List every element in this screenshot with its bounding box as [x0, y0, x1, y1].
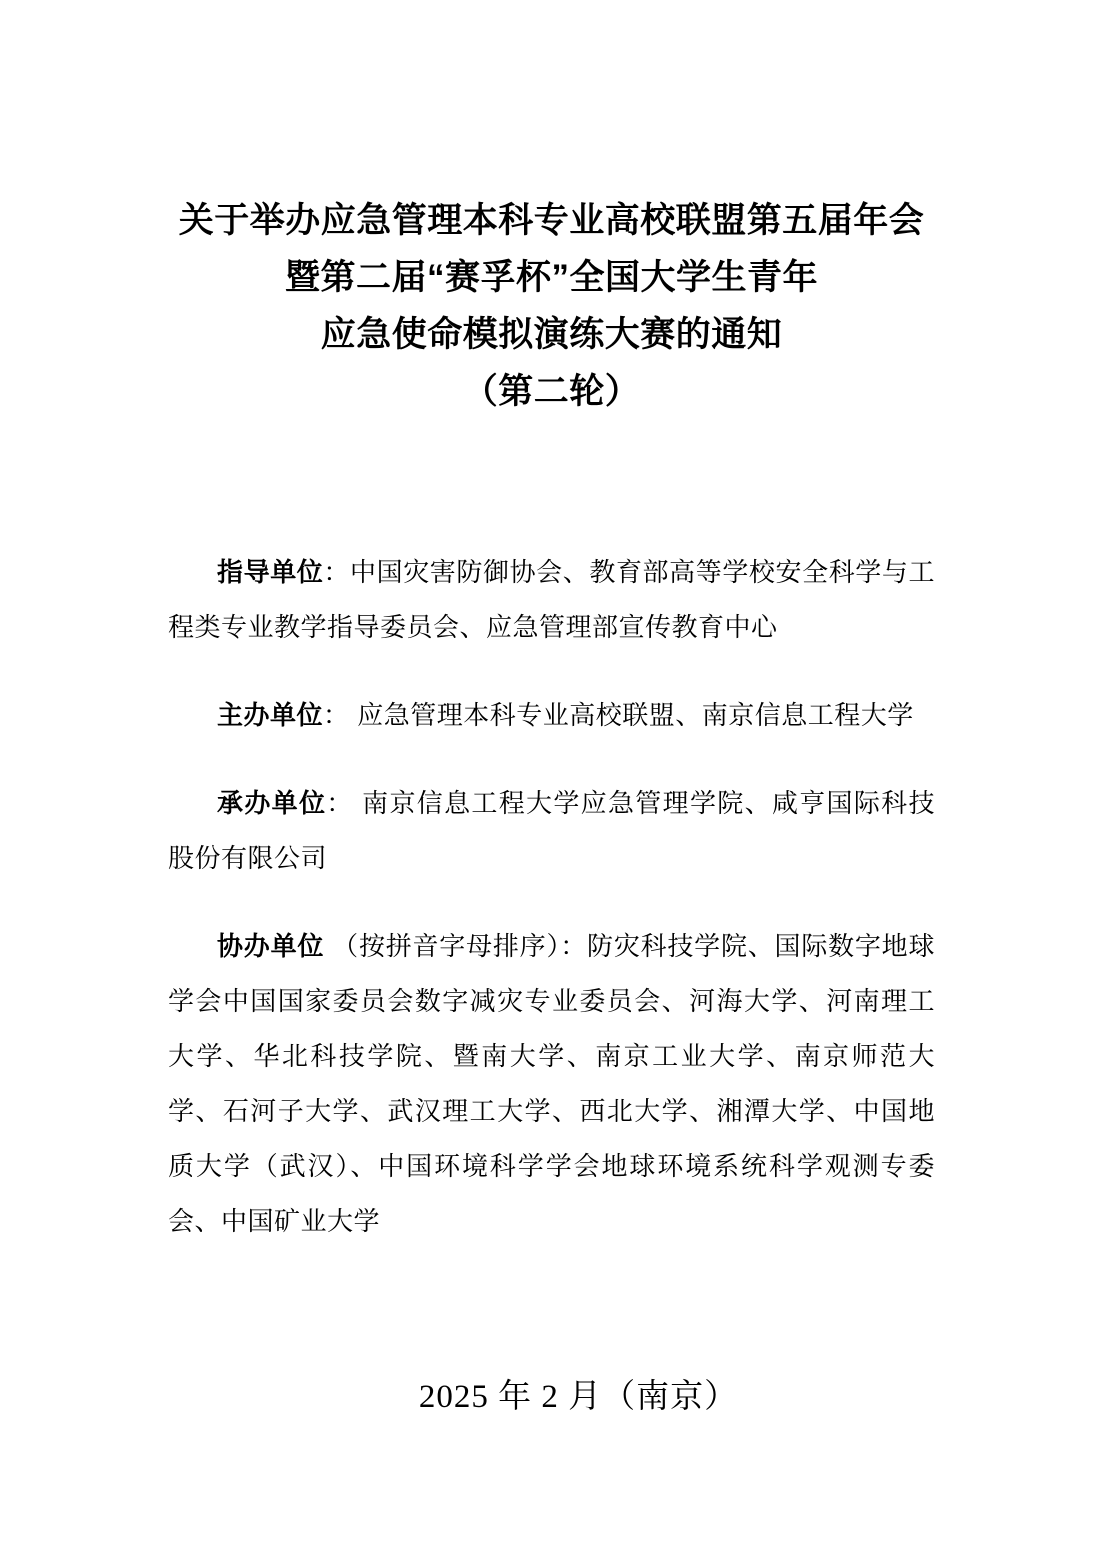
date-line: 2025 年 2 月（南京） — [418, 1379, 739, 1415]
document-body — [168, 545, 935, 1249]
title-line-3: 应急使命模拟演练大赛的通知 — [320, 315, 783, 354]
paragraph-guidance-units — [168, 545, 935, 655]
guidance-units-separator: ： — [323, 557, 350, 587]
title-line-2: 暨第二届“赛孚杯”全国大学生青年 — [284, 258, 818, 297]
coorganizer-units-content: 防灾科技学院、国际数字地球学会中国国家委员会数字减灾专业委员会、河海大学、河南理工大学、华北科技学院、暨南大学、南京工业大学、南京师范大学、石河子大学、武汉理工大学、西北大学、湘潭大学、中国地质大学（武汉）、中国环境科学学会地球环境系统科学观测专委会、中国矿业大学 — [168, 931, 935, 1236]
title-line-1: 关于举办应急管理本科专业高校联盟第五届年会 — [178, 201, 925, 240]
host-units-label: 主办单位 — [217, 700, 324, 730]
document-title — [168, 192, 935, 420]
paragraph-organizer-units — [168, 776, 935, 886]
coorganizer-units-label: 协办单位 — [217, 931, 325, 961]
guidance-units-content: 中国灾害防御协会、教育部高等学校安全科学与工程类专业教学指导委员会、应急管理部宣传教育中心 — [168, 557, 935, 642]
organizer-units-separator: ： — [326, 788, 363, 818]
host-units-separator: ： — [323, 700, 358, 730]
title-line-4: （第二轮） — [462, 372, 641, 411]
paragraph-host-units — [168, 688, 935, 743]
host-units-content: 应急管理本科专业高校联盟、南京信息工程大学 — [357, 700, 914, 730]
organizer-units-content: 南京信息工程大学应急管理学院、咸亨国际科技股份有限公司 — [168, 788, 935, 873]
coorganizer-units-separator: （按拼音字母排序）： — [324, 931, 588, 961]
paragraph-coorganizer-units — [168, 919, 935, 1249]
organizer-units-label: 承办单位 — [217, 788, 327, 818]
guidance-units-label: 指导单位 — [217, 557, 324, 587]
